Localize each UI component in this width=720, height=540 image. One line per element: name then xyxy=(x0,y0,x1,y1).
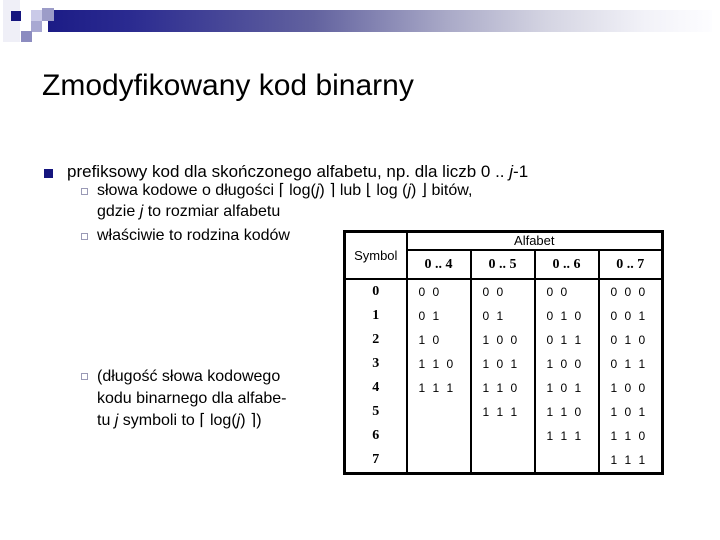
mosaic-purple-square xyxy=(21,31,32,42)
mosaic-slate-square xyxy=(42,8,54,21)
code-cell: 1 0 1 xyxy=(471,352,535,376)
range-header-cell: 0 .. 4 xyxy=(407,250,471,279)
hollow-square-bullet-icon xyxy=(81,233,88,240)
code-cell: 0 1 xyxy=(471,304,535,328)
subbullet-text-italic-j: j xyxy=(407,182,412,199)
code-cell: 0 1 0 xyxy=(599,328,663,352)
symbol-cell: 4 xyxy=(345,376,407,400)
code-cell: 1 0 0 xyxy=(599,376,663,400)
range-header-cell: 0 .. 7 xyxy=(599,250,663,279)
subbullet-text: ) ⌋ bitów, xyxy=(411,182,473,199)
code-cell: 1 1 0 xyxy=(535,400,599,424)
code-cell: 1 1 1 xyxy=(535,424,599,448)
subbullet-line: kodu binarnego dla alfabe- xyxy=(97,390,287,407)
subbullet-line: (długość słowa kodowego xyxy=(97,368,281,385)
code-cell: 0 0 0 xyxy=(599,279,663,304)
table-row xyxy=(345,448,663,474)
gradient-bar xyxy=(48,10,712,32)
code-cell: 1 0 1 xyxy=(535,376,599,400)
table-group-header-row xyxy=(345,232,663,251)
code-cell: 1 1 1 xyxy=(407,376,471,400)
subbullet-binary-length-note xyxy=(97,366,286,432)
subbullet-line xyxy=(97,180,472,201)
subbullet-text: symboli to ⌈ log( xyxy=(118,412,237,429)
symbol-cell: 7 xyxy=(345,448,407,474)
subbullet-text-italic-j: j xyxy=(315,182,320,199)
code-cell: 0 1 1 xyxy=(599,352,663,376)
symbol-cell: 3 xyxy=(345,352,407,376)
code-cell: 1 1 0 xyxy=(407,352,471,376)
symbol-cell: 1 xyxy=(345,304,407,328)
code-cell xyxy=(471,424,535,448)
code-cell: 1 0 0 xyxy=(471,328,535,352)
code-cell: 1 1 1 xyxy=(599,448,663,474)
code-cell: 1 0 0 xyxy=(535,352,599,376)
table-row xyxy=(345,328,663,352)
code-cell: 0 0 xyxy=(471,279,535,304)
code-cell: 1 0 1 xyxy=(599,400,663,424)
symbol-cell: 5 xyxy=(345,400,407,424)
subbullet-text: ) ⌉ lub ⌊ log ( xyxy=(319,182,408,199)
pixel-mosaic-strip xyxy=(3,0,20,42)
square-bullet-icon xyxy=(44,169,53,178)
subbullet-text-italic-j: j xyxy=(114,412,119,429)
code-cell: 1 1 1 xyxy=(471,400,535,424)
code-cell: 0 0 1 xyxy=(599,304,663,328)
table-body xyxy=(345,279,663,474)
subbullet-text-italic-j: j xyxy=(236,412,241,429)
subbullet-text: to rozmiar alfabetu xyxy=(143,203,281,220)
mosaic-navy-square xyxy=(11,11,21,21)
table-row xyxy=(345,304,663,328)
table-row xyxy=(345,279,663,304)
subbullet-code-family: właściwie to rodzina kodów xyxy=(97,227,290,244)
subbullet-text: tu xyxy=(97,412,115,429)
bullet-text-italic-j: j xyxy=(509,162,514,181)
hollow-square-bullet-icon xyxy=(81,373,88,380)
table-row xyxy=(345,376,663,400)
mosaic-lavender-square xyxy=(31,10,42,21)
subbullet-text: ) ⌉) xyxy=(240,412,262,429)
range-header-cell: 0 .. 6 xyxy=(535,250,599,279)
page-title: Zmodyfikowany kod binarny xyxy=(42,69,414,102)
hollow-square-bullet-icon xyxy=(81,188,88,195)
subbullet-codeword-length xyxy=(97,180,472,222)
alfabet-header-cell: Alfabet xyxy=(407,232,663,251)
bullet-text: prefiksowy kod dla skończonego alfabetu, np. dla liczb 0 .. xyxy=(67,162,510,181)
table-row xyxy=(345,352,663,376)
code-cell: 0 1 0 xyxy=(535,304,599,328)
code-cell: 1 1 0 xyxy=(471,376,535,400)
symbol-header-cell: Symbol xyxy=(345,232,407,280)
code-cell xyxy=(535,448,599,474)
subbullet-text: słowa kodowe o długości ⌈ log( xyxy=(97,182,316,199)
subbullet-text-italic-j: j xyxy=(139,203,144,220)
code-cell: 0 1 xyxy=(407,304,471,328)
code-cell: 1 1 0 xyxy=(599,424,663,448)
alphabet-code-table xyxy=(343,230,664,475)
code-cell: 0 0 xyxy=(407,279,471,304)
symbol-cell: 0 xyxy=(345,279,407,304)
code-cell: 0 0 xyxy=(535,279,599,304)
code-cell: 1 0 xyxy=(407,328,471,352)
code-cell xyxy=(407,448,471,474)
table-row xyxy=(345,424,663,448)
code-cell: 0 1 1 xyxy=(535,328,599,352)
bullet-text: -1 xyxy=(513,162,529,181)
subbullet-line xyxy=(97,410,286,432)
symbol-cell: 6 xyxy=(345,424,407,448)
code-cell xyxy=(407,424,471,448)
range-header-cell: 0 .. 5 xyxy=(471,250,535,279)
code-table xyxy=(343,230,664,475)
subbullet-line xyxy=(97,201,472,222)
subbullet-text: gdzie xyxy=(97,203,140,220)
table-row xyxy=(345,400,663,424)
code-cell xyxy=(471,448,535,474)
code-cell xyxy=(407,400,471,424)
mosaic-slate-square-2 xyxy=(31,21,42,32)
symbol-cell: 2 xyxy=(345,328,407,352)
